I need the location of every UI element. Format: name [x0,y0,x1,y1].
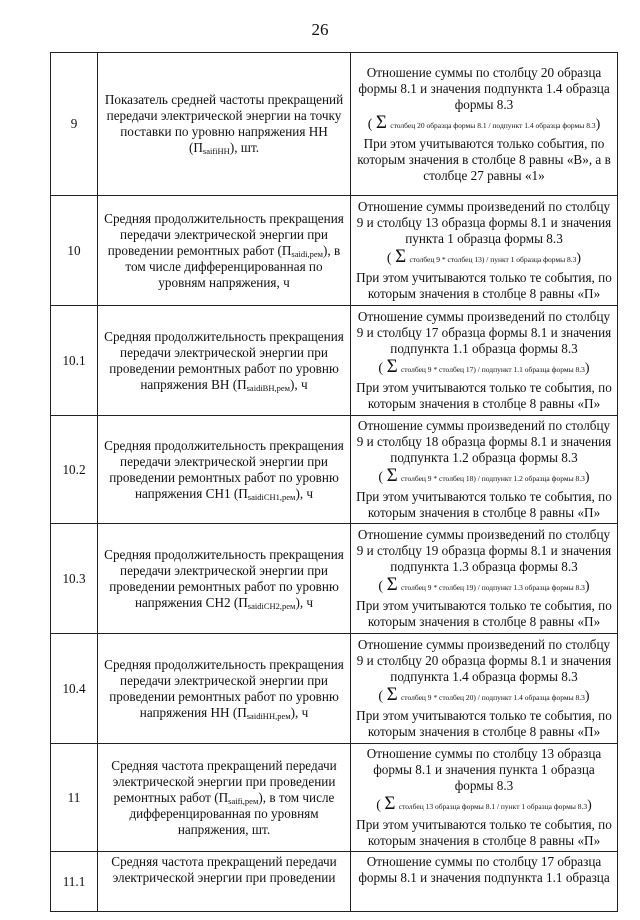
desc-subscript: saidiВН,рем [246,382,291,393]
table-row [51,744,618,852]
desc-suffix: ), ч [290,376,308,392]
sigma-symbol: Σ [386,684,398,705]
row-number: 11 [51,744,98,852]
desc-suffix: ), ч [290,704,309,720]
table-row [51,524,618,634]
formula-text: столбец 9 * столбец 19) / подпункт 1.3 образца формы 8.3 [400,583,585,592]
formula [356,111,612,134]
formula-text: столбец 13 образца формы 8.1 / пункт 1 образца формы 8.3 [398,802,588,811]
sigma-symbol: Σ [375,111,387,133]
calculation-method [351,306,618,416]
condition-text: При этом учитываются только события, по которым значения в столбце 8 равны «В», а в столбце 27 равны «1» [357,135,611,183]
row-number: 10.3 [51,524,98,634]
formula-text: столбец 9 * столбец 17) / подпункт 1.1 образца формы 8.3 [400,365,585,374]
calculation-method [351,53,618,196]
desc-suffix: ), шт. [229,140,260,155]
condition-text: При этом учитываются только те события, по которым значения в столбце 8 равны «П» [356,489,612,520]
desc-text: Средняя продолжительность прекращения передачи электрической энергии при проведении ремонтных работ (П [104,210,344,258]
calculation-method [351,416,618,524]
calculation-method [351,852,618,912]
desc-subscript: saidiСН2,рем [247,600,296,611]
relation-text: Отношение суммы по столбцу 13 образца формы 8.1 и значения пункта 1 образца формы 8.3 [366,746,602,793]
relation-text: Отношение суммы произведений по столбцу 9 и столбцу 20 образца формы 8.1 и значения подпункта 1.4 образца формы 8.3 [356,637,612,684]
indicator-description [98,524,351,634]
row-number: 10.4 [51,634,98,744]
calculation-method [351,196,618,306]
desc-text: Показатель средней частоты прекращений передачи электрической энергии на точку поставки по уровню напряжения НН (П [104,92,344,155]
desc-subscript: saifi,рем [228,795,259,806]
desc-text: Средняя продолжительность прекращения передачи электрической энергии при проведении ремонтных работ по уровню напряжения СН1 (П [104,437,344,501]
desc-text: Средняя частота прекращений передачи электрической энергии при проведении ремонтных работ (П [111,757,337,805]
table-row [51,306,618,416]
formula-text: столбец 9 * столбец 18) / подпункт 1.2 образца формы 8.3 [400,474,585,483]
formula-text: столбец 20 образца формы 8.1 / подпункт 1.4 образца формы 8.3 [390,120,596,130]
relation-text: Отношение суммы произведений по столбцу 9 и столбцу 18 образца формы 8.1 и значения подпункта 1.2 образца формы 8.3 [356,418,612,465]
formula [356,465,612,487]
formula [356,574,612,596]
indicator-description [98,634,351,744]
sigma-symbol: Σ [386,574,398,595]
sigma-symbol: Σ [395,246,407,267]
desc-text: Средняя продолжительность прекращения передачи электрической энергии при проведении ремонтных работ по уровню напряжения ВН (П [104,328,344,392]
desc-subscript: saidi,рем [291,248,324,259]
condition-text: При этом учитываются только те события, по которым значения в столбце 8 равны «П» [356,598,612,629]
row-number: 10.1 [51,306,98,416]
indicator-description [98,196,351,306]
row-number: 10 [51,196,98,306]
desc-text: Средняя продолжительность прекращения передачи электрической энергии при проведении ремонтных работ по уровню напряжения НН (П [104,656,344,720]
indicator-description [98,744,351,852]
table-row [51,852,618,912]
formula [356,246,612,268]
indicator-description [98,53,351,196]
indicators-table [50,52,618,912]
row-number: 11.1 [51,852,98,912]
table-row [51,53,618,196]
calculation-method [351,744,618,852]
desc-subscript: saifiНН [202,146,230,156]
formula-text: столбец 9 * столбец 20) / подпункт 1.4 образца формы 8.3 [400,693,585,702]
condition-text: При этом учитываются только те события, по которым значения в столбце 8 равны «П» [356,708,612,739]
page-number: 26 [311,20,329,39]
relation-text: Отношение суммы произведений по столбцу 9 и столбцу 13 образца формы 8.1 и значения пункта 1 образца формы 8.3 [356,199,612,246]
row-number: 9 [51,53,98,196]
relation-text: Отношение суммы по столбцу 17 образца формы 8.1 и значения подпункта 1.1 образца [358,854,610,885]
condition-text: При этом учитываются только те события, по которым значения в столбце 8 равны «П» [356,817,612,848]
sigma-symbol: Σ [384,793,396,814]
formula [356,356,612,378]
table-row [51,196,618,306]
row-number: 10.2 [51,416,98,524]
sigma-symbol: Σ [386,356,398,377]
calculation-method [351,634,618,744]
desc-suffix: ), в том числе дифференцированная по уровням напряжения, шт. [129,789,335,837]
desc-subscript: saidiНН,рем [246,710,291,721]
table-row [51,416,618,524]
desc-text: Средняя продолжительность прекращения передачи электрической энергии при проведении ремонтных работ по уровню напряжения СН2 (П [104,546,344,610]
formula [356,793,612,815]
formula [356,684,612,706]
indicator-description [98,306,351,416]
indicator-description [98,416,351,524]
desc-suffix: ), ч [295,485,314,501]
desc-suffix: ), в том числе дифференцированная по уровням напряжения, ч [125,242,341,290]
desc-subscript: saidiСН1,рем [247,491,296,502]
table-row [51,634,618,744]
indicator-description [98,852,351,912]
desc-text: Средняя частота прекращений передачи электрической энергии при проведении [111,854,337,885]
formula-text: столбец 9 * столбец 13) / пункт 1 образца формы 8.3 [409,255,577,264]
sigma-symbol: Σ [386,465,398,486]
desc-suffix: ), ч [295,594,314,610]
relation-text: Отношение суммы произведений по столбцу 9 и столбцу 17 образца формы 8.1 и значения подпункта 1.1 образца формы 8.3 [356,309,612,356]
relation-text: Отношение суммы произведений по столбцу 9 и столбцу 19 образца формы 8.1 и значения подпункта 1.3 образца формы 8.3 [356,527,612,574]
calculation-method [351,524,618,634]
condition-text: При этом учитываются только те события, по которым значения в столбце 8 равны «П» [356,380,612,411]
condition-text: При этом учитываются только те события, по которым значения в столбце 8 равны «П» [356,270,612,301]
relation-text: Отношение суммы по столбцу 20 образца формы 8.1 и значения подпункта 1.4 образца формы 8.3 [358,64,610,112]
